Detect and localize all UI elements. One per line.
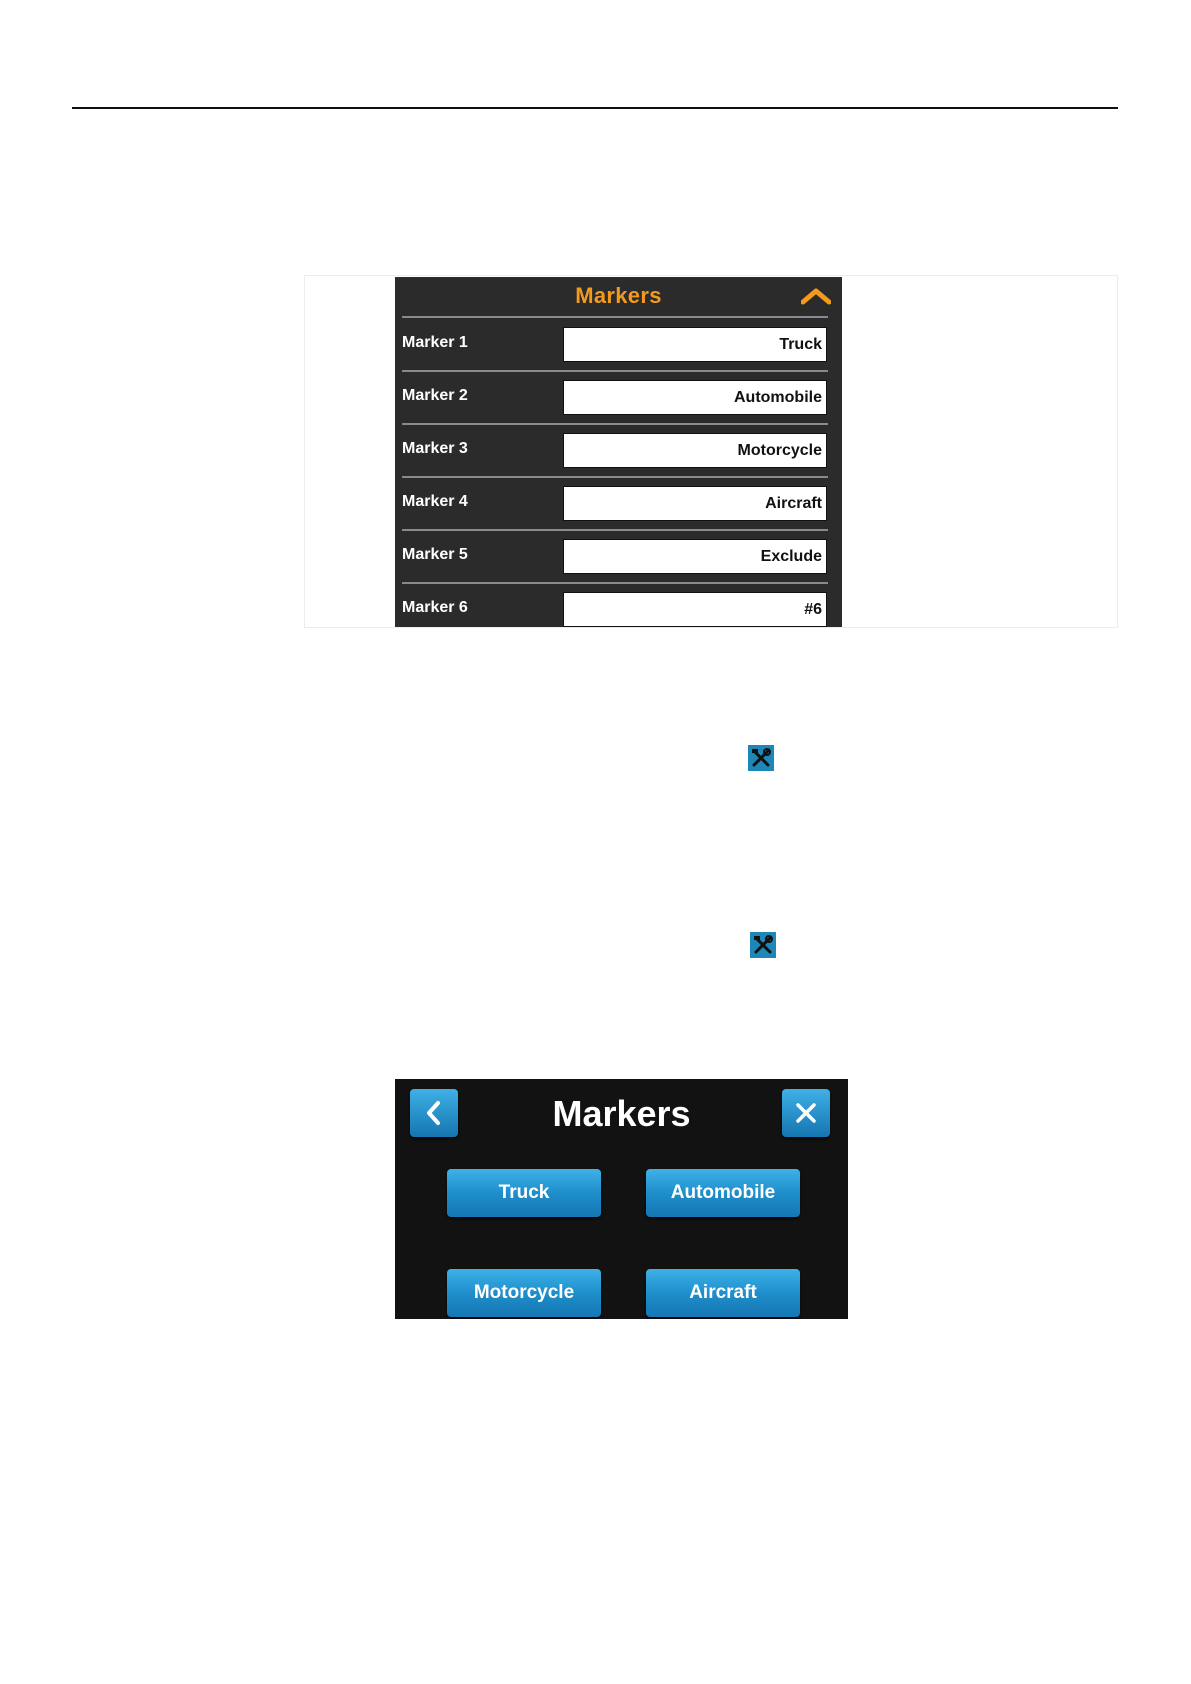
tools-icon xyxy=(750,932,776,958)
marker-row-6 xyxy=(395,583,842,627)
automobile-button[interactable]: Automobile xyxy=(646,1169,800,1217)
marker-3-field[interactable]: Motorcycle xyxy=(563,433,827,468)
marker-row-5 xyxy=(395,530,842,583)
motorcycle-button[interactable]: Motorcycle xyxy=(447,1269,601,1317)
marker-label: Marker 3 xyxy=(402,440,468,457)
marker-row-3 xyxy=(395,424,842,477)
marker-row-1 xyxy=(395,318,842,371)
marker-label: Marker 2 xyxy=(402,387,468,404)
close-button[interactable] xyxy=(782,1089,830,1137)
marker-label: Marker 5 xyxy=(402,546,468,563)
marker-6-field[interactable]: #6 xyxy=(563,592,827,627)
markers-settings-panel xyxy=(395,277,842,627)
dialog-title: Markers xyxy=(552,1093,691,1134)
panel-header xyxy=(395,277,842,316)
marker-5-field[interactable]: Exclude xyxy=(563,539,827,574)
panel-title: Markers xyxy=(575,283,662,308)
marker-label: Marker 6 xyxy=(402,599,468,616)
marker-label: Marker 4 xyxy=(402,493,468,510)
truck-button[interactable]: Truck xyxy=(447,1169,601,1217)
marker-label: Marker 1 xyxy=(402,334,468,351)
tools-icon xyxy=(748,745,774,771)
aircraft-button[interactable]: Aircraft xyxy=(646,1269,800,1317)
header-rule xyxy=(72,107,1118,109)
marker-row-2 xyxy=(395,371,842,424)
chevron-up-icon[interactable] xyxy=(801,287,831,305)
markers-dialog xyxy=(395,1079,848,1319)
marker-4-field[interactable]: Aircraft xyxy=(563,486,827,521)
marker-1-field[interactable]: Truck xyxy=(563,327,827,362)
close-icon xyxy=(794,1101,818,1125)
marker-row-4 xyxy=(395,477,842,530)
marker-2-field[interactable]: Automobile xyxy=(563,380,827,415)
